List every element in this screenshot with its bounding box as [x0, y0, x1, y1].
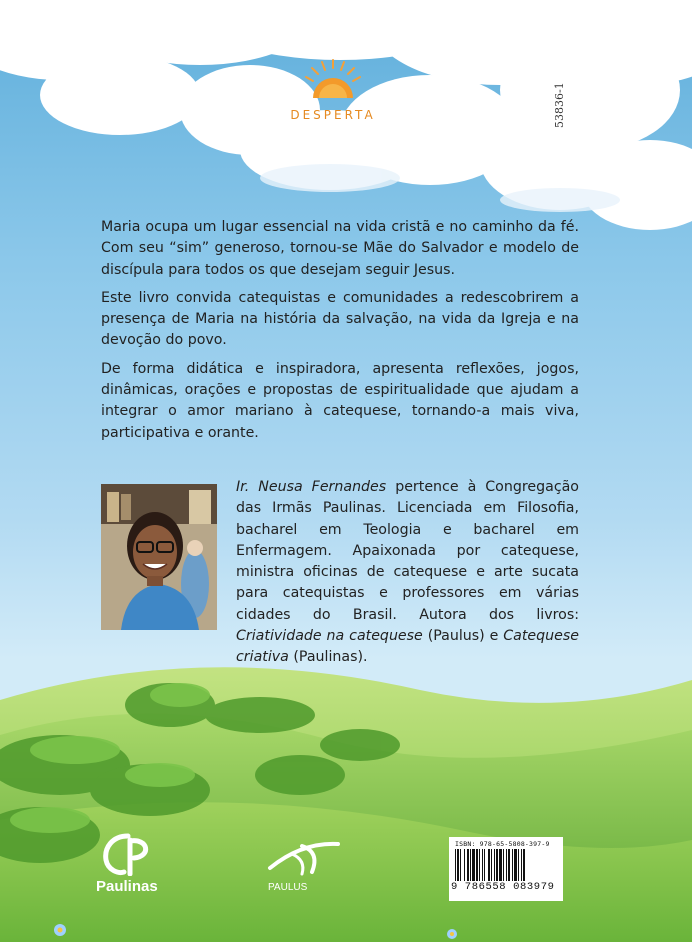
book-blurb [101, 217, 579, 451]
paulus-emblem-icon [262, 838, 342, 878]
paulus-logo [262, 838, 342, 893]
blurb-paragraph: Este livro convida catequistas e comunidades a redescobrirem a presença de Maria na história da salvação, na vida da Igreja e na devoção do povo. [101, 289, 579, 349]
book-title: Catequese criativa [236, 628, 579, 666]
sunrise-icon [303, 58, 363, 102]
author-bio [236, 477, 579, 669]
bio-text: (Paulus) e [422, 628, 504, 645]
author-photo [101, 484, 217, 630]
barcode-bars [455, 849, 557, 881]
catalog-code: 53836-1 [553, 82, 566, 128]
isbn-label: ISBN: 978-65-5808-397-9 [455, 840, 550, 848]
brand-name: DESPERTA [290, 108, 376, 122]
book-title: Criatividade na catequese [236, 628, 423, 645]
bio-text: (Paulinas). [288, 649, 368, 666]
isbn-digits: 9 786558 083979 [451, 881, 555, 893]
blurb-paragraph: De forma didática e inspiradora, apresenta reflexões, jogos, dinâmicas, orações e propostas de espiritualidade que ajudam a integrar o amor mariano à catequese, tornando-a mais viva, participativa e orante. [101, 360, 579, 441]
bio-text: pertence à Congregação das Irmãs Paulinas. Licenciada em Filosofia, bacharel em Teologia e bacharel em Enfermagem. Apaixonada por catequese, ministra oficinas de catequese e arte sucata para catequistas e professores em várias cidades do Brasil. Autora dos livros: [236, 479, 579, 623]
blurb-paragraph: Maria ocupa um lugar essencial na vida cristã e no caminho da fé. Com seu “sim” generoso, tornou-se Mãe do Salvador e modelo de discípula para todos os que desejam seguir Jesus. [101, 219, 579, 278]
paulinas-logo [96, 832, 168, 895]
paulinas-name: Paulinas [96, 878, 158, 895]
paulinas-emblem-icon [100, 832, 160, 876]
desperta-logo [278, 58, 388, 122]
author-name: Ir. Neusa Fernandes [236, 479, 387, 495]
isbn-barcode [449, 837, 563, 901]
paulus-name: PAULUS [268, 882, 308, 893]
